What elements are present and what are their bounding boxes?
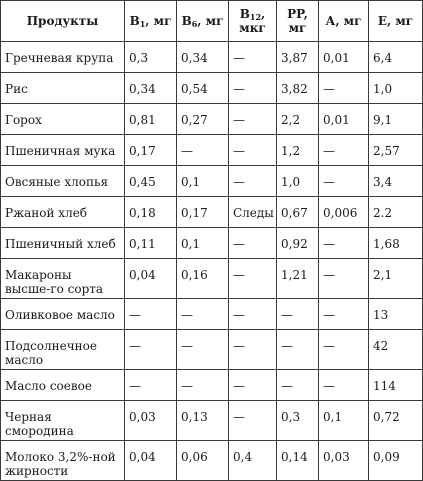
header-b6-base: B [181,14,192,28]
header-b12-unit2: мкг [239,21,266,35]
cell-b1: 0,34 [125,73,177,104]
cell-product: Макароны высше-го сорта [1,259,125,299]
cell-pp: 2,2 [277,104,319,135]
header-b6-unit: , мг [197,14,224,28]
cell-b1: 0,04 [125,441,177,481]
cell-b6: 0,1 [177,166,229,197]
cell-product: Овсяные хлопья [1,166,125,197]
header-b1-base: B [129,14,140,28]
cell-e: 1,0 [369,73,423,104]
cell-a: 0,01 [319,104,369,135]
cell-b1: — [125,299,177,330]
cell-a: — [319,228,369,259]
cell-b12: — [229,370,277,401]
table-body [1,42,423,481]
table-row [1,441,423,481]
table-row [1,197,423,228]
cell-pp: 1,0 [277,166,319,197]
cell-pp: — [277,330,319,370]
cell-b6: 0,54 [177,73,229,104]
cell-b12: — [229,259,277,299]
cell-b1: — [125,370,177,401]
table-row [1,259,423,299]
cell-e: 2.2 [369,197,423,228]
cell-e: 2,1 [369,259,423,299]
cell-b12: — [229,166,277,197]
cell-pp: 1,21 [277,259,319,299]
cell-product: Масло соевое [1,370,125,401]
cell-product: Молоко 3,2%-ной жирности [1,441,125,481]
header-b1 [125,1,177,42]
header-b1-sub: 1 [139,19,146,29]
header-pp-line1: PP, [287,7,308,21]
cell-b1: 0,81 [125,104,177,135]
cell-b12: — [229,228,277,259]
cell-pp: 3,87 [277,42,319,73]
cell-a: 0,01 [319,42,369,73]
cell-b6: 0,17 [177,197,229,228]
cell-a: — [319,166,369,197]
table-row [1,401,423,441]
cell-b6: 0,1 [177,228,229,259]
cell-b12: — [229,401,277,441]
cell-b12: 0,4 [229,441,277,481]
header-b6 [177,1,229,42]
cell-b6: — [177,370,229,401]
table-header-row [1,1,423,42]
table-row [1,299,423,330]
cell-a: — [319,370,369,401]
cell-e: 9,1 [369,104,423,135]
cell-b12: Следы [229,197,277,228]
cell-pp: 0,67 [277,197,319,228]
header-b12 [229,1,277,42]
cell-b6: 0,34 [177,42,229,73]
cell-a: 0,1 [319,401,369,441]
cell-product: Рис [1,73,125,104]
header-e [369,1,423,42]
cell-product: Подсолнечное масло [1,330,125,370]
cell-product: Гречневая крупа [1,42,125,73]
cell-b12: — [229,135,277,166]
cell-product: Горох [1,104,125,135]
cell-b1: 0,18 [125,197,177,228]
cell-pp: 1,2 [277,135,319,166]
cell-b6: — [177,330,229,370]
header-b12-sub: 12 [249,12,262,22]
cell-pp: 0,3 [277,401,319,441]
cell-e: 114 [369,370,423,401]
cell-b12: — [229,42,277,73]
cell-pp: — [277,299,319,330]
cell-e: 42 [369,330,423,370]
table-row [1,42,423,73]
cell-product: Оливковое масло [1,299,125,330]
cell-b6: 0,16 [177,259,229,299]
cell-b6: — [177,135,229,166]
table-row [1,228,423,259]
cell-b1: — [125,330,177,370]
cell-a: — [319,330,369,370]
cell-e: 0,72 [369,401,423,441]
cell-e: 6,4 [369,42,423,73]
cell-product: Черная смородина [1,401,125,441]
header-b1-unit: , мг [145,14,172,28]
cell-a: — [319,73,369,104]
cell-pp: — [277,370,319,401]
header-b6-sub: 6 [191,19,198,29]
cell-b6: 0,27 [177,104,229,135]
cell-pp: 0,92 [277,228,319,259]
table-row [1,370,423,401]
table-row [1,73,423,104]
cell-a: 0,03 [319,441,369,481]
cell-product: Пшеничный хлеб [1,228,125,259]
header-pp [277,1,319,42]
table-row [1,135,423,166]
table-row [1,104,423,135]
cell-b6: — [177,299,229,330]
cell-pp: 0,14 [277,441,319,481]
cell-b1: 0,17 [125,135,177,166]
cell-b1: 0,11 [125,228,177,259]
cell-e: 1,68 [369,228,423,259]
cell-product: Ржаной хлеб [1,197,125,228]
cell-b6: 0,06 [177,441,229,481]
header-b12-unit: , [261,7,266,21]
cell-e: 2,57 [369,135,423,166]
cell-b12: — [229,104,277,135]
cell-b12: — [229,73,277,104]
table-row [1,166,423,197]
table-row [1,330,423,370]
cell-b1: 0,3 [125,42,177,73]
cell-a: — [319,135,369,166]
cell-b12: — [229,299,277,330]
cell-b6: 0,13 [177,401,229,441]
header-e-label: Е, мг [377,14,414,28]
header-products [1,1,125,42]
header-a [319,1,369,42]
cell-b12: — [229,330,277,370]
cell-b1: 0,03 [125,401,177,441]
header-products-label: Продукты [26,14,99,28]
cell-a: — [319,299,369,330]
cell-e: 0,09 [369,441,423,481]
cell-a: 0,006 [319,197,369,228]
cell-e: 3,4 [369,166,423,197]
header-pp-line2: мг [288,21,307,35]
cell-product: Пшеничная мука [1,135,125,166]
header-b12-base: B [239,7,250,21]
cell-a: — [319,259,369,299]
header-a-label: А, мг [325,14,362,28]
cell-e: 13 [369,299,423,330]
cell-b1: 0,45 [125,166,177,197]
cell-b1: 0,04 [125,259,177,299]
cell-pp: 3,82 [277,73,319,104]
